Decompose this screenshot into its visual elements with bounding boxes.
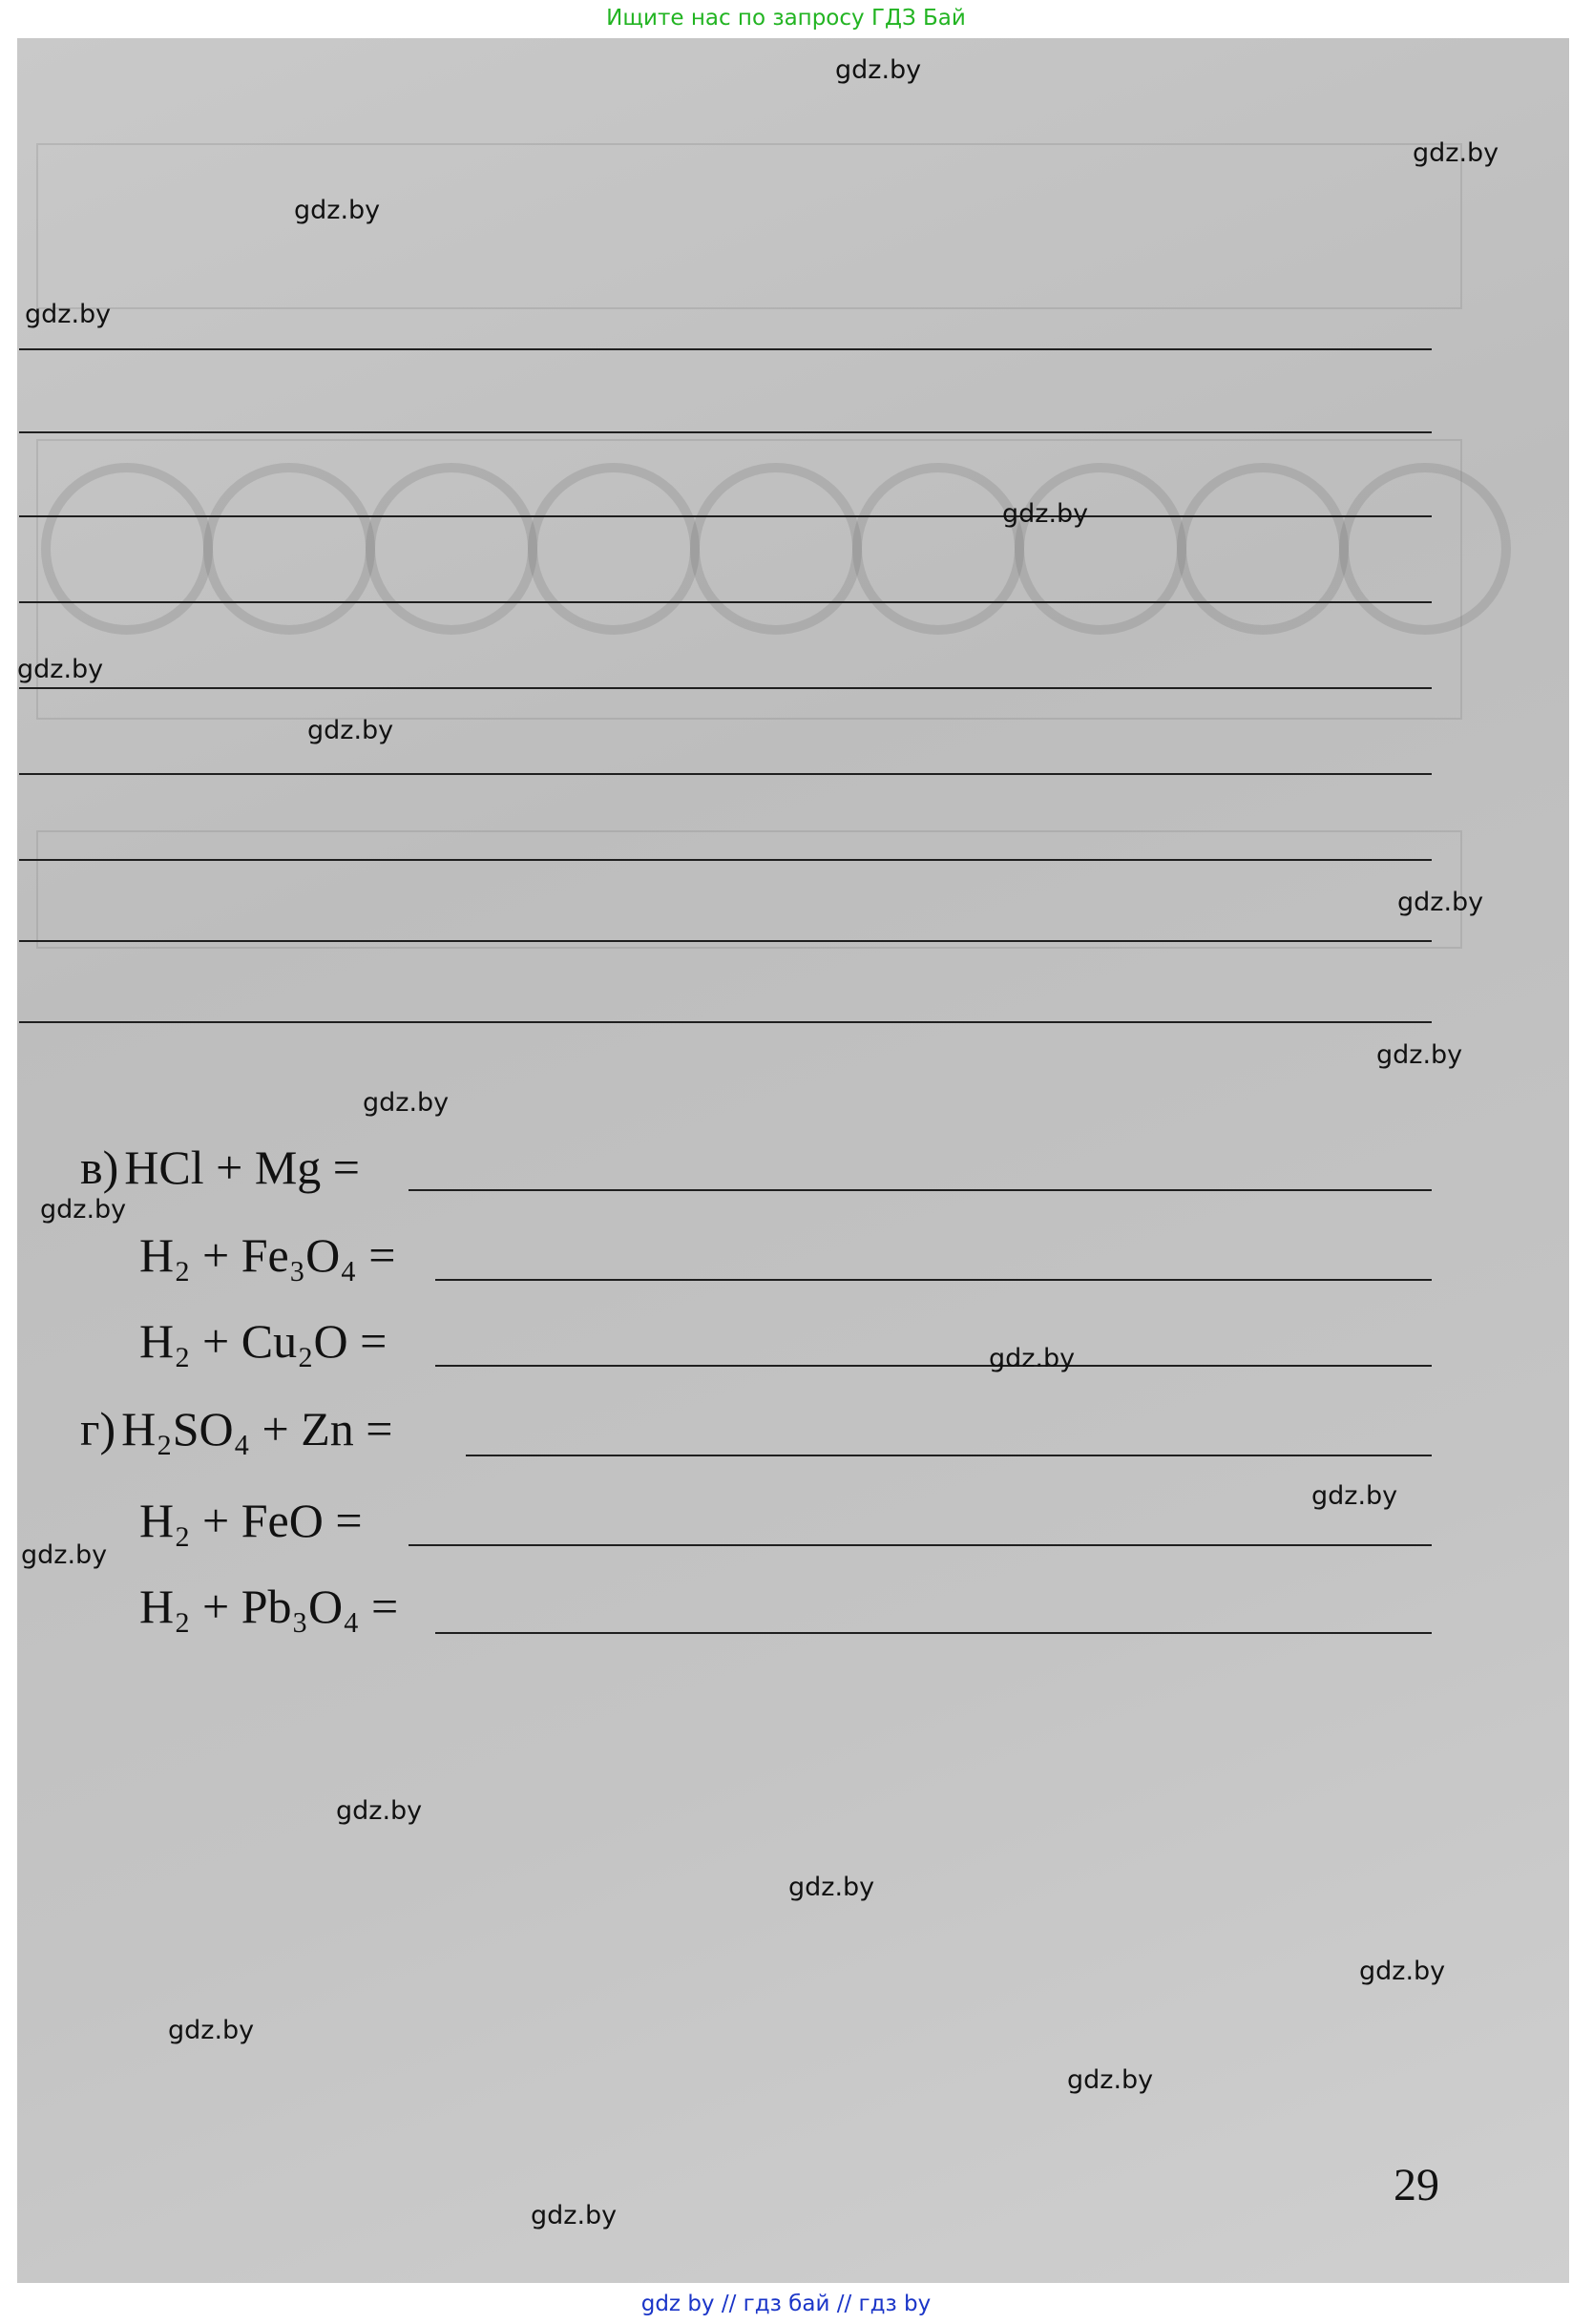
answer-line bbox=[19, 515, 1432, 517]
bleed-through-icon bbox=[690, 463, 862, 635]
equation-answer-line bbox=[409, 1189, 1432, 1191]
equation-g2-text: H₂ + FeO = bbox=[139, 1494, 363, 1547]
watermark: gdz.by bbox=[1311, 1481, 1398, 1511]
watermark: gdz.by bbox=[17, 655, 104, 684]
answer-line bbox=[19, 601, 1432, 603]
watermark: gdz.by bbox=[21, 1540, 108, 1570]
answer-line bbox=[19, 1021, 1432, 1023]
watermark: gdz.by bbox=[1397, 888, 1484, 917]
bleed-through-icon bbox=[203, 463, 375, 635]
equation-answer-line bbox=[466, 1455, 1432, 1456]
equation-g3 bbox=[139, 1580, 399, 1633]
bleed-through-icon bbox=[1015, 463, 1186, 635]
watermark: gdz.by bbox=[1376, 1040, 1463, 1070]
watermark: gdz.by bbox=[788, 1873, 875, 1902]
watermark: gdz.by bbox=[1359, 1957, 1446, 1986]
equation-v3 bbox=[139, 1314, 388, 1368]
equation-v1 bbox=[80, 1141, 360, 1194]
equation-answer-line bbox=[435, 1365, 1432, 1367]
bleed-through-icon bbox=[852, 463, 1024, 635]
watermark: gdz.by bbox=[989, 1344, 1076, 1373]
bleed-through-icon bbox=[1339, 463, 1511, 635]
page-number: 29 bbox=[1394, 2160, 1439, 2210]
item-label-v: в) bbox=[80, 1141, 119, 1194]
answer-line bbox=[19, 687, 1432, 689]
bleed-through-icon bbox=[1177, 463, 1349, 635]
watermark: gdz.by bbox=[1067, 2065, 1154, 2095]
watermark: gdz.by bbox=[40, 1195, 127, 1225]
equation-answer-line bbox=[435, 1279, 1432, 1281]
answer-line bbox=[19, 859, 1432, 861]
footer-links[interactable]: gdz by // гдз бай // гдз by bbox=[0, 2285, 1572, 2324]
bleed-through-box bbox=[36, 830, 1462, 949]
watermark: gdz.by bbox=[25, 300, 112, 329]
equation-g3-text: H₂ + Pb₃O₄ = bbox=[139, 1580, 399, 1633]
workbook-page bbox=[17, 38, 1569, 2283]
answer-line bbox=[19, 940, 1432, 942]
equation-v2-text: H₂ + Fe₃O₄ = bbox=[139, 1228, 396, 1282]
equation-g1-text: H₂SO₄ + Zn = bbox=[121, 1402, 393, 1455]
equation-answer-line bbox=[435, 1632, 1432, 1634]
watermark: gdz.by bbox=[531, 2201, 618, 2230]
item-label-g: г) bbox=[80, 1402, 116, 1455]
equation-answer-line bbox=[409, 1544, 1432, 1546]
equation-v1-text: HCl + Mg = bbox=[124, 1141, 360, 1194]
bleed-through-box bbox=[36, 143, 1462, 309]
watermark: gdz.by bbox=[835, 55, 922, 85]
top-banner[interactable]: Ищите нас по запросу ГДЗ Бай bbox=[606, 6, 966, 31]
watermark: gdz.by bbox=[307, 716, 394, 745]
watermark: gdz.by bbox=[363, 1088, 450, 1118]
watermark: gdz.by bbox=[336, 1796, 423, 1826]
watermark: gdz.by bbox=[168, 2016, 255, 2045]
answer-line bbox=[19, 431, 1432, 433]
watermark: gdz.by bbox=[1413, 138, 1499, 168]
equation-g1 bbox=[80, 1402, 393, 1455]
equation-v3-text: H₂ + Cu₂O = bbox=[139, 1314, 388, 1368]
bleed-through-icon bbox=[528, 463, 700, 635]
watermark: gdz.by bbox=[294, 196, 381, 225]
watermark: gdz.by bbox=[1002, 499, 1089, 529]
equation-v2 bbox=[139, 1228, 396, 1282]
answer-line bbox=[19, 348, 1432, 350]
equation-g2 bbox=[139, 1494, 363, 1547]
answer-line bbox=[19, 773, 1432, 775]
bleed-through-icon bbox=[41, 463, 213, 635]
bleed-through-icon bbox=[366, 463, 537, 635]
